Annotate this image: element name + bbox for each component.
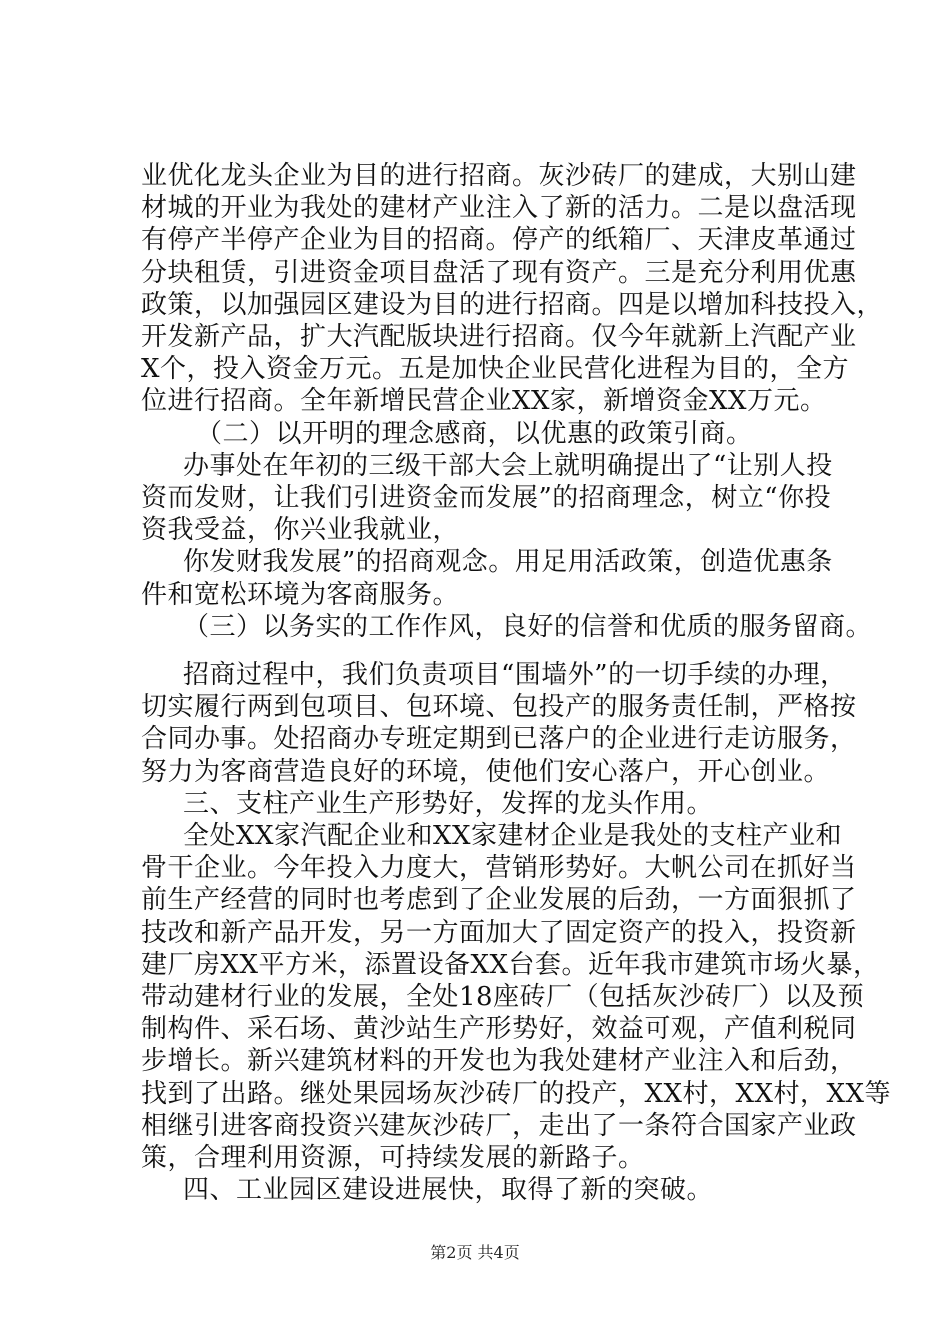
body-text-line: 努力为客商营造良好的环境，使他们安心落户，开心创业。 — [141, 756, 831, 787]
body-text-line: 你发财我发展”的招商观念。用足用活政策，创造优惠条 — [183, 547, 833, 578]
section-heading: （二）以开明的理念感商，以优惠的政策引商。 — [196, 418, 753, 449]
section-heading: （三）以务实的工作作风，良好的信誉和优质的服务留商。 — [183, 611, 873, 642]
body-text-line: 步增长。新兴建筑材料的开发也为我处建材产业注入和后劲， — [141, 1046, 857, 1077]
page-footer: 第2页 共4页 — [430, 1243, 520, 1262]
body-text-line: 开发新产品，扩大汽配版块进行招商。仅今年就新上汽配产业 — [141, 322, 857, 352]
body-text-line: 办事处在年初的三级干部大会上就明确提出了“让别人投 — [183, 450, 833, 481]
body-text-line: X个，投入资金万元。五是加快企业民营化进程为目的，全方 — [141, 354, 850, 385]
body-text-line: 位进行招商。全年新增民营企业XX家，新增资金XX万元。 — [141, 386, 827, 417]
body-text-line: 切实履行两到包项目、包环境、包投产的服务责任制，严格按 — [141, 692, 857, 723]
body-text-line: 找到了出路。继处果园场灰沙砖厂的投产，XX村，XX村，XX等 — [141, 1078, 892, 1109]
body-text-line: 有停产半停产企业为目的招商。停产的纸箱厂、天津皮革通过 — [141, 225, 857, 256]
section-heading: 四、工业园区建设进展快，取得了新的突破。 — [183, 1175, 714, 1206]
body-text-line: 合同办事。处招商办专班定期到已落户的企业进行走访服务， — [141, 724, 857, 755]
body-text-line: 招商过程中，我们负责项目“围墙外”的一切手续的办理， — [183, 660, 847, 690]
body-text-line: 资我受益，你兴业我就业， — [141, 515, 460, 546]
body-text-line: 相继引进客商投资兴建灰沙砖厂，走出了一条符合国家产业政 — [141, 1110, 857, 1141]
body-text-line: 骨干企业。今年投入力度大，营销形势好。大帆公司在抓好当 — [141, 853, 857, 884]
body-text-line: 分块租赁，引进资金项目盘活了现有资产。三是充分利用优惠 — [141, 257, 857, 288]
body-text-line: 技改和新产品开发，另一方面加大了固定资产的投入，投资新 — [141, 917, 857, 948]
body-text-line: 业优化龙头企业为目的进行招商。灰沙砖厂的建成，大别山建 — [141, 161, 857, 191]
body-text-line: 全处XX家汽配企业和XX家建材企业是我处的支柱产业和 — [183, 821, 843, 851]
body-text-line: 前生产经营的同时也考虑到了企业发展的后劲，一方面狠抓了 — [141, 885, 857, 916]
body-text-line: 制构件、采石场、黄沙站生产形势好，效益可观，产值利税同 — [141, 1014, 857, 1045]
body-text-line: 建厂房XX平方米，添置设备XX台套。近年我市建筑市场火暴， — [141, 949, 880, 980]
body-text-line: 材城的开业为我处的建材产业注入了新的活力。二是以盘活现 — [141, 193, 857, 224]
body-text-line: 政策，以加强园区建设为目的进行招商。四是以增加科技投入， — [141, 289, 884, 320]
section-heading: 三、支柱产业生产形势好，发挥的龙头作用。 — [183, 788, 714, 819]
body-text-line: 件和宽松环境为客商服务。 — [141, 579, 460, 610]
body-text-line: 资而发财，让我们引进资金而发展”的招商理念，树立“你投 — [141, 483, 832, 513]
body-text-line: 策，合理利用资源，可持续发展的新路子。 — [141, 1143, 645, 1173]
body-text-line: 带动建材行业的发展，全处18座砖厂（包括灰沙砖厂）以及预 — [141, 982, 865, 1012]
